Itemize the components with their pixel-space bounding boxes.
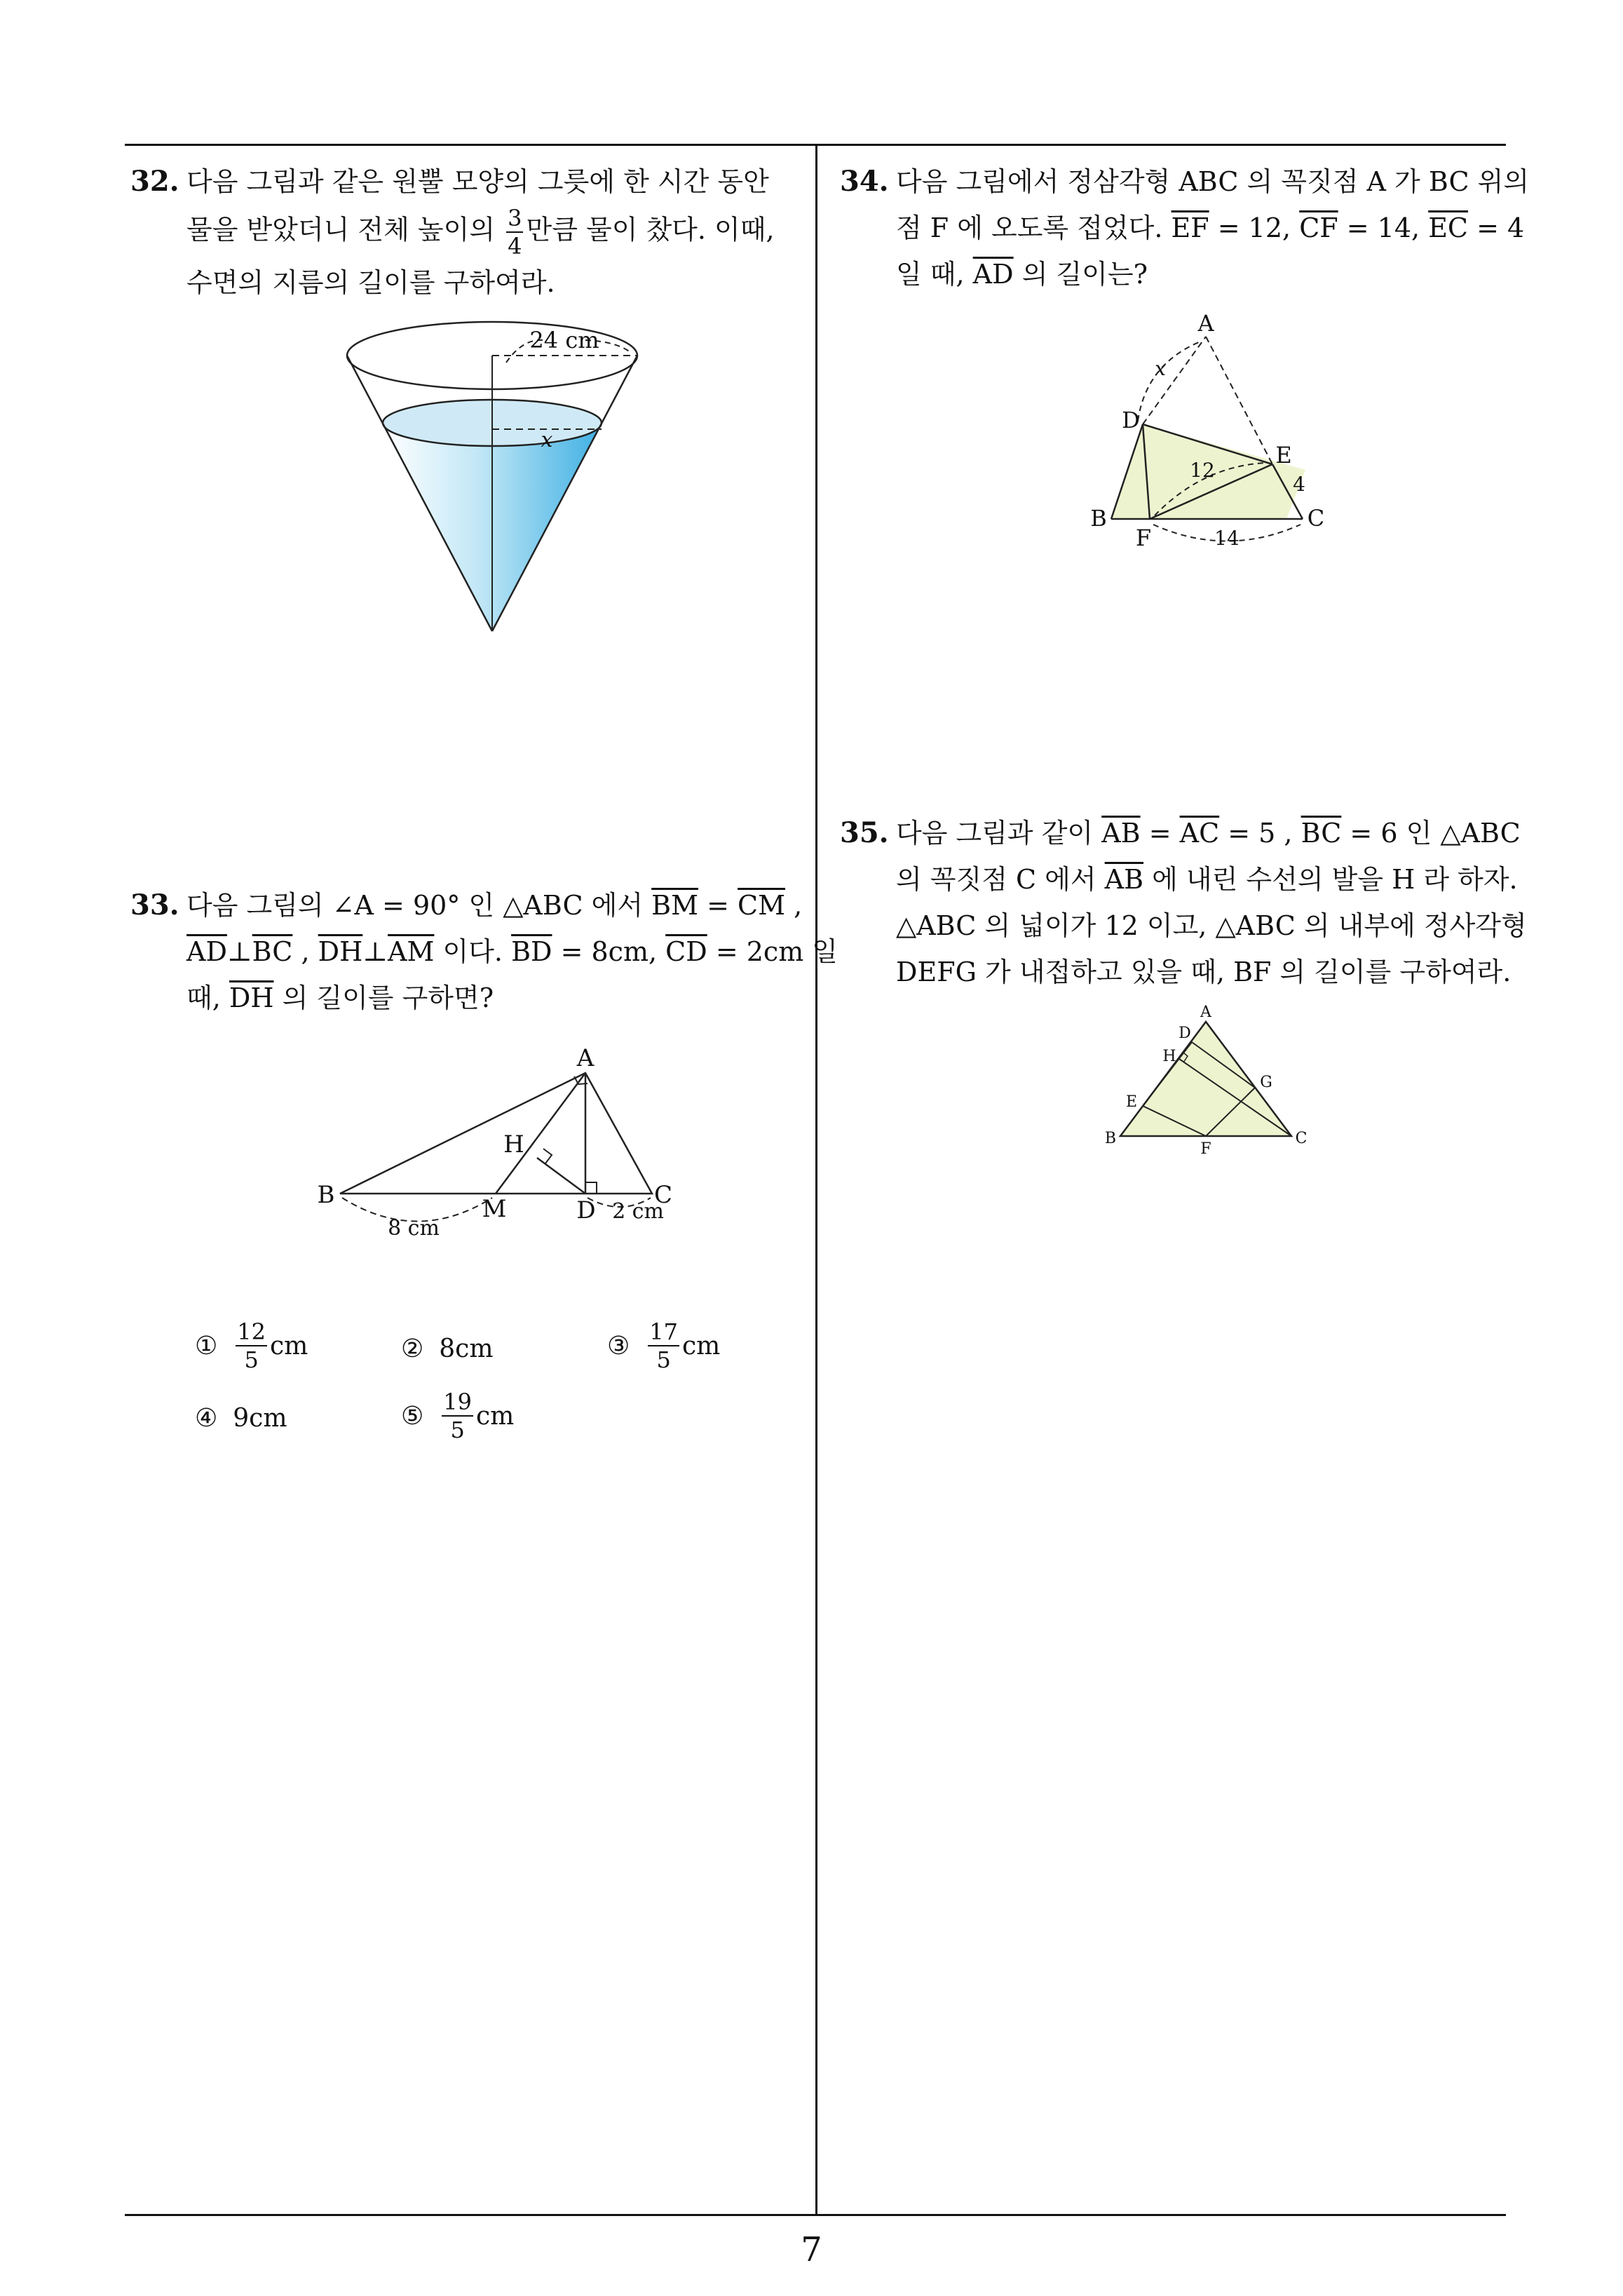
dc-length-label: 2 cm [612,1199,664,1224]
label-G: G [1260,1074,1272,1091]
choice-2[interactable]: ② 8cm [401,1335,494,1363]
bd-length-label: 8 cm [388,1216,440,1241]
problem-number: 32. [130,165,179,198]
cone-figure [344,312,645,642]
choice-3[interactable]: ③ $\frac{17}{5}$ cm [607,1318,721,1373]
label-F: F [1135,525,1152,551]
problem-text: 다음 그림과 같이 $\overline{AB} = \overline{AC} = 5$ , $\overline{BC} = 6$ 인 △ABC 의 꼭짓점 C 에서 $\overline{AB}$ 에 내린 수선의 발을 H 라 하자. △ABC 의 넓이가 12 이고, △ABC 의 내부에 정사각형 DEFG 가 내접하고 있을 때, BF 의 길이를 구하여라. [896,818,1527,987]
label-B: B [1104,1130,1117,1147]
problem-text: 다음 그림의 ∠A = 90° 인 △ABC 에서 $\overline{BM} = \overline{CM}$ , $\overline{AD}\perp\overline{BC}$ , $\overline{DH}\perp\overline{AM}$ 이다. $\overline{BD} = 8cm$, $\overline{CD} = 2cm$ 일 때, $\overline{DH}$ 의 길이를 구하면? [186,890,838,1013]
fraction-three-quarters: $\frac{3}{4}$ [508,205,522,259]
column-divider [815,144,817,2216]
inscribed-square-figure-35 [1101,1006,1311,1157]
problem-number: 33. [130,889,179,921]
label-F: F [1200,1140,1211,1158]
label-M: M [482,1195,507,1223]
label-A: A [576,1044,595,1072]
label-H: H [503,1130,524,1159]
label-C: C [1307,505,1325,532]
folded-triangle-figure-34 [1076,310,1343,554]
label-A: A [1200,1004,1211,1021]
x-label: x [1155,357,1166,380]
label-C: C [653,1181,673,1209]
page-number: 7 [801,2230,822,2269]
problem-text: 다음 그림과 같은 원뿔 모양의 그릇에 한 시간 동안 물을 받았더니 전체 높이의 $\frac{3}{4}$ 만큼 물이 찼다. 이때, 수면의 지름의 길이를 구하여라. [186,166,775,298]
label-D: D [576,1196,596,1224]
choice-5[interactable]: ⑤ $\frac{19}{5}$ cm [401,1389,515,1443]
choice-4[interactable]: ④ 9cm [195,1404,287,1433]
label-D: D [1122,407,1140,433]
label-E: E [1275,442,1292,468]
label-D: D [1179,1025,1191,1042]
fc-length-label: 14 [1214,527,1240,550]
bottom-rule [125,2214,1506,2216]
label-A: A [1197,310,1214,337]
problem-number: 34. [840,165,889,198]
ec-length-label: 4 [1293,473,1305,496]
choice-1[interactable]: ① $\frac{12}{5}$ cm [195,1318,308,1373]
x-label: x [541,428,553,452]
label-H: H [1162,1048,1176,1065]
triangle-abc-figure-33 [308,1045,687,1248]
radius-label: 24 cm [529,327,599,353]
label-B: B [317,1181,335,1209]
label-E: E [1125,1093,1138,1111]
label-C: C [1295,1130,1308,1147]
problem-text: 다음 그림에서 정삼각형 ABC 의 꼭짓점 A 가 BC 위의 점 F 에 오도록 접었다. $\overline{EF} = 12$, $\overline{CF} = 14$, $\overline{EC} = 4$ 일 때, $\overline{AD}$ 의 길이는? [896,166,1530,290]
problem-number: 35. [840,816,889,849]
ef-length-label: 12 [1190,459,1215,482]
label-B: B [1090,505,1107,532]
